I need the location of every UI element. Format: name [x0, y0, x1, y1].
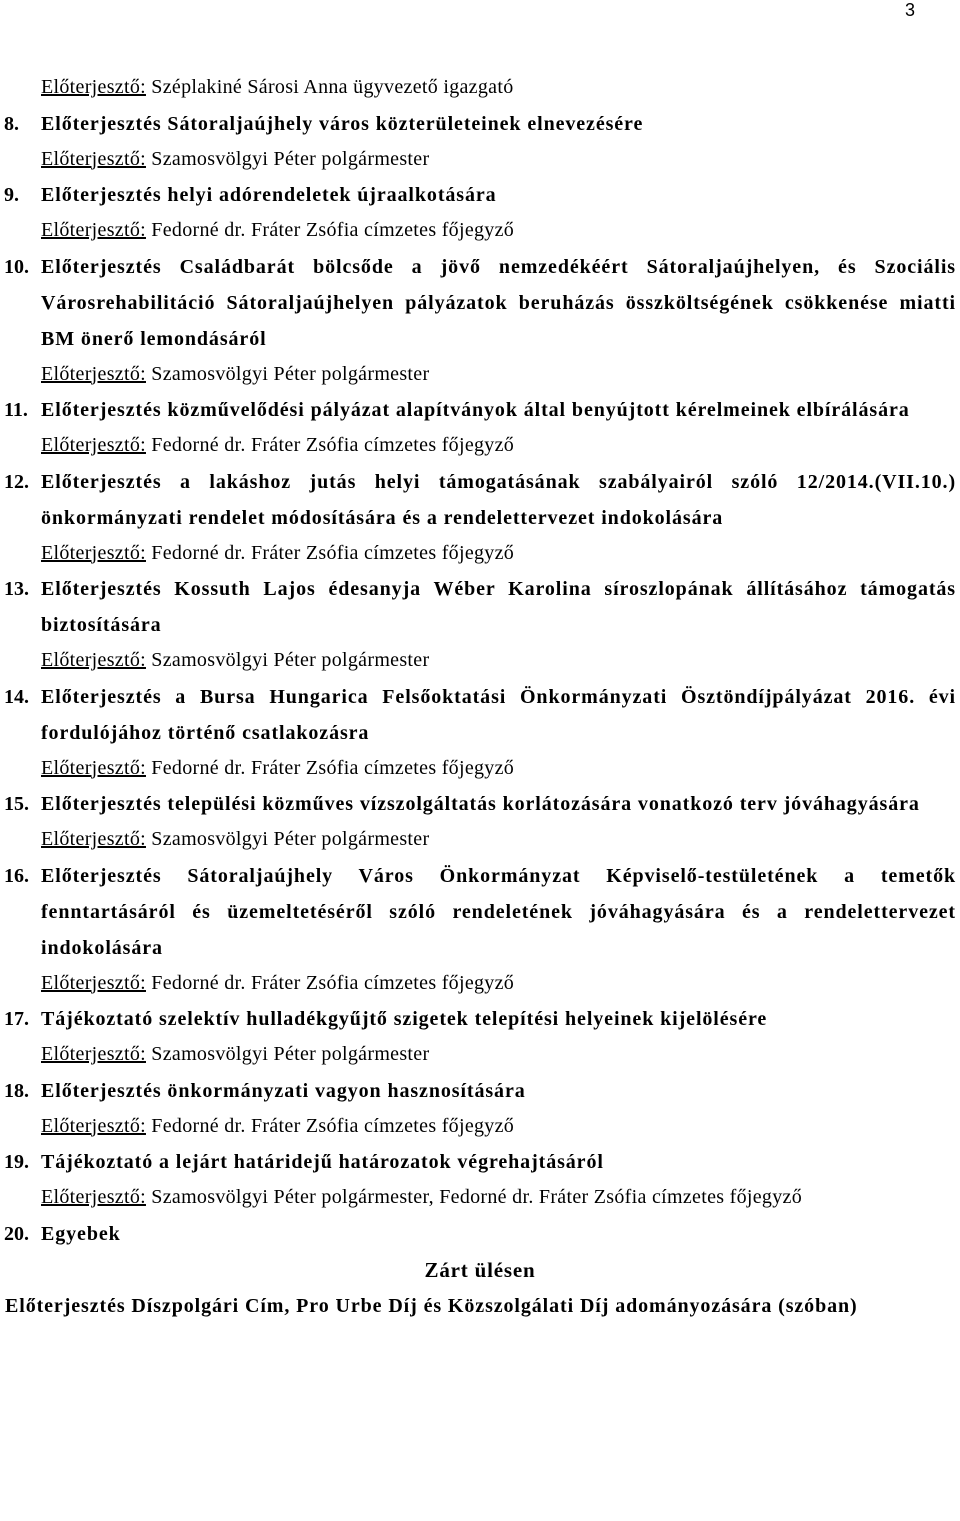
- presenter-label: Előterjesztő:: [41, 219, 146, 241]
- agenda-item: [0, 858, 956, 1002]
- agenda-item: [0, 786, 956, 858]
- presenter-name: Fedorné dr. Fráter Zsófia címzetes főjegyző: [151, 434, 515, 456]
- agenda-item: [0, 1216, 956, 1252]
- agenda-item-presenter: [41, 751, 956, 787]
- agenda-item-number: 10.: [4, 255, 29, 278]
- agenda-item-title: Tájékoztató a lejárt határidejű határozatok végrehajtásáról: [41, 1151, 604, 1173]
- presenter-name: Szamosvölgyi Péter polgármester, Fedorné dr. Fráter Zsófia címzetes főjegyző: [151, 1186, 802, 1208]
- agenda-item-number: 11.: [4, 399, 28, 421]
- presenter-label: Előterjesztő:: [41, 147, 146, 170]
- agenda-item-number: 18.: [4, 1079, 29, 1102]
- agenda-item-number: 14.: [4, 685, 29, 708]
- agenda-item-presenter: [41, 1037, 956, 1073]
- agenda-item-presenter: [41, 822, 956, 858]
- agenda-item: [0, 1073, 956, 1145]
- agenda-item: [0, 679, 956, 787]
- agenda-item-presenter: [41, 966, 956, 1002]
- presenter-label: Előterjesztő:: [41, 1114, 146, 1137]
- agenda-item-presenter: [41, 1180, 956, 1216]
- agenda-item: [0, 106, 956, 178]
- agenda-item-presenter: [41, 357, 956, 393]
- agenda-item-title: Előterjesztés települési közműves vízszolgáltatás korlátozására vonatkozó terv jóváhagyására: [41, 793, 920, 815]
- presenter-name: Szamosvölgyi Péter polgármester: [151, 147, 430, 170]
- presenter-label: Előterjesztő:: [41, 1186, 146, 1208]
- agenda-item: [0, 392, 956, 464]
- agenda-item-title: Előterjesztés helyi adórendeletek újraalkotására: [41, 184, 497, 206]
- presenter-label: Előterjesztő:: [41, 362, 146, 385]
- agenda-document: [0, 70, 960, 1324]
- agenda-item: [0, 1001, 956, 1073]
- presenter-name: Fedorné dr. Fráter Zsófia címzetes főjegyző: [151, 971, 515, 994]
- presenter-label: Előterjesztő:: [41, 76, 146, 98]
- presenter-name: Fedorné dr. Fráter Zsófia címzetes főjegyző: [151, 756, 515, 779]
- presenter-label: Előterjesztő:: [41, 541, 146, 564]
- presenter-name: Fedorné dr. Fráter Zsófia címzetes főjegyző: [151, 1114, 515, 1137]
- agenda-item-title: Egyebek: [41, 1222, 121, 1245]
- agenda-item-number: 9.: [4, 184, 19, 206]
- agenda-item-presenter: [41, 643, 956, 679]
- presenter-name: Széplakiné Sárosi Anna ügyvezető igazgató: [151, 76, 514, 98]
- closed-session-item: Előterjesztés Díszpolgári Cím, Pro Urbe Díj és Közszolgálati Díj adományozására (szóban): [5, 1294, 858, 1317]
- presenter-name: Fedorné dr. Fráter Zsófia címzetes főjegyző: [151, 541, 515, 564]
- presenter-label: Előterjesztő:: [41, 649, 146, 671]
- top-presenter-line: [41, 70, 960, 106]
- presenter-name: Szamosvölgyi Péter polgármester: [151, 828, 430, 850]
- agenda-item-title: Előterjesztés közművelődési pályázat alapítványok által benyújtott kérelmeinek elbírálására: [41, 399, 910, 421]
- agenda-item-title: Előterjesztés önkormányzati vagyon hasznosítására: [41, 1079, 526, 1102]
- agenda-item-number: 8.: [4, 112, 19, 135]
- presenter-name: Szamosvölgyi Péter polgármester: [151, 362, 430, 385]
- agenda-item-title: Előterjesztés Sátoraljaújhely Város Önkormányzat Képviselő-testületének a temetők fenntartásáról és üzemeltetéséről szóló rendeletének jóváhagyására és a rendelettervezet indokolására: [41, 864, 956, 959]
- page-number: 3: [904, 0, 915, 20]
- agenda-item-number: 15.: [4, 793, 29, 815]
- agenda-items: [0, 106, 960, 1252]
- agenda-item: [0, 177, 956, 249]
- agenda-item: [0, 1144, 956, 1216]
- agenda-item-number: 16.: [4, 864, 29, 887]
- presenter-label: Előterjesztő:: [41, 971, 146, 994]
- agenda-item-presenter: [41, 428, 956, 464]
- agenda-item: [0, 571, 956, 679]
- agenda-item-number: 12.: [4, 470, 29, 493]
- presenter-name: Fedorné dr. Fráter Zsófia címzetes főjegyző: [151, 219, 515, 241]
- agenda-item-number: 17.: [4, 1008, 29, 1030]
- closed-session-heading: Zárt ülésen: [424, 1257, 536, 1282]
- agenda-item-presenter: [41, 536, 956, 572]
- agenda-item-title: Előterjesztés a Bursa Hungarica Felsőoktatási Önkormányzati Ösztöndíjpályázat 2016. évi fordulójához történő csatlakozásra: [41, 685, 956, 744]
- agenda-item-title: Előterjesztés Családbarát bölcsőde a jövő nemzedékéért Sátoraljaújhelyen, és Szociális Városrehabilitáció Sátoraljaújhelyen pályázatok beruházás összköltségének csökkenése miatti BM önerő lemondásáról: [41, 255, 956, 350]
- agenda-item-presenter: [41, 142, 956, 178]
- presenter-label: Előterjesztő:: [41, 828, 146, 850]
- agenda-item-presenter: [41, 1109, 956, 1145]
- agenda-item-title: Előterjesztés Sátoraljaújhely város közterületeinek elnevezésére: [41, 112, 644, 135]
- agenda-item-number: 13.: [4, 578, 29, 600]
- agenda-item-number: 20.: [4, 1222, 29, 1245]
- agenda-item-title: Előterjesztés Kossuth Lajos édesanyja Wéber Karolina síroszlopának állításához támogatás biztosítására: [41, 578, 956, 636]
- presenter-label: Előterjesztő:: [41, 1043, 146, 1065]
- agenda-item-title: Tájékoztató szelektív hulladékgyűjtő szigetek telepítési helyeinek kijelölésére: [41, 1008, 768, 1030]
- presenter-label: Előterjesztő:: [41, 756, 146, 779]
- presenter-label: Előterjesztő:: [41, 434, 146, 456]
- agenda-item-number: 19.: [4, 1151, 29, 1173]
- agenda-item: [0, 249, 956, 393]
- presenter-name: Szamosvölgyi Péter polgármester: [151, 649, 430, 671]
- agenda-item: [0, 464, 956, 572]
- presenter-name: Szamosvölgyi Péter polgármester: [151, 1043, 430, 1065]
- agenda-item-title: Előterjesztés a lakáshoz jutás helyi támogatásának szabályairól szóló 12/2014.(VII.10.) önkormányzati rendelet módosítására és a rendelettervezet indokolására: [41, 470, 956, 529]
- agenda-item-presenter: [41, 213, 956, 249]
